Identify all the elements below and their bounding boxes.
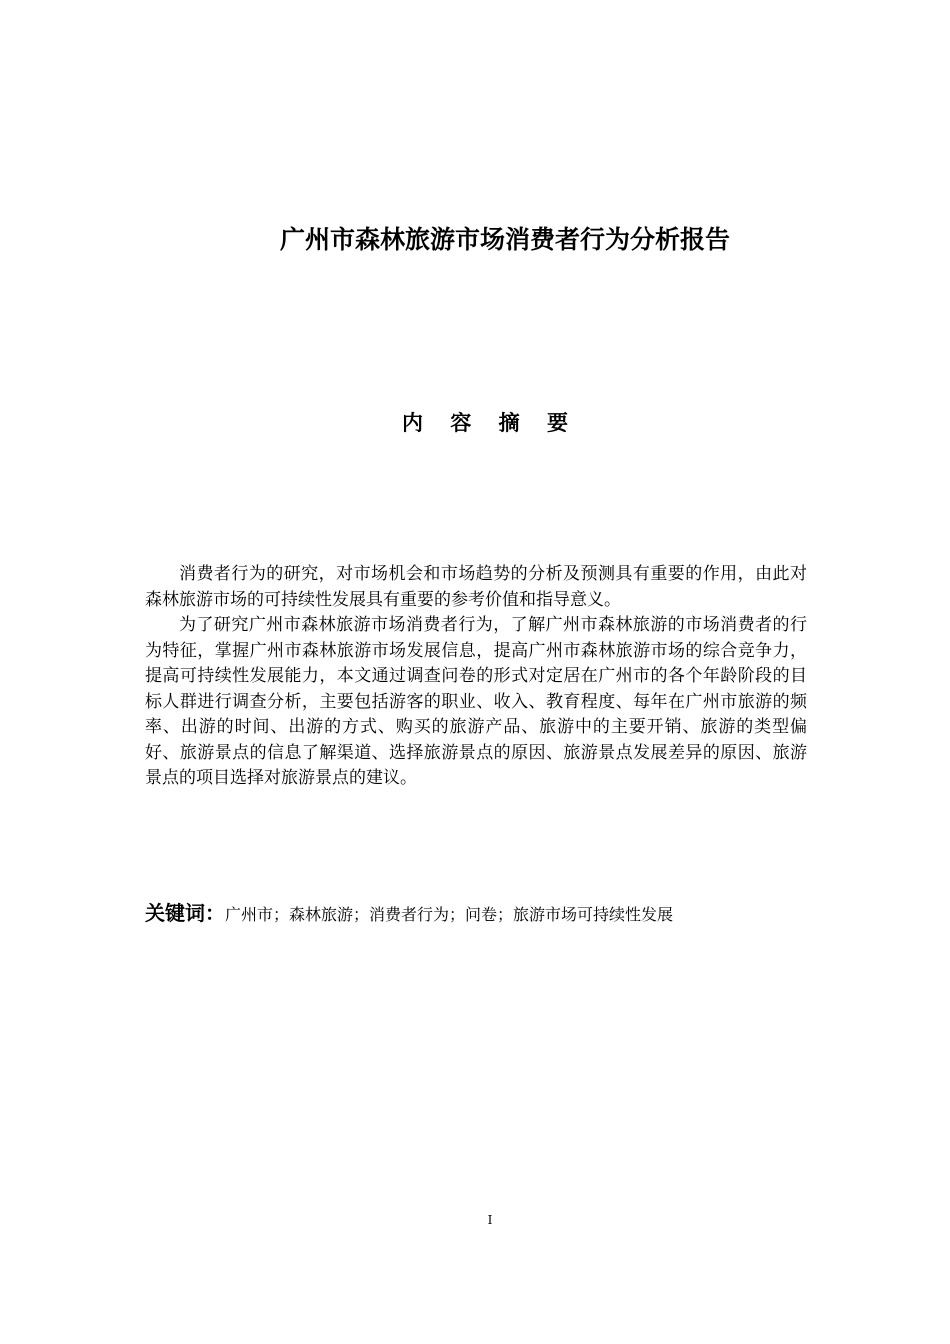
- keywords-label: 关键词：: [145, 901, 225, 925]
- keywords-text: 广州市；森林旅游；消费者行为；问卷；旅游市场可持续性发展: [225, 905, 674, 924]
- abstract-paragraph-2: 为了研究广州市森林旅游市场消费者行为，了解广州市森林旅游的市场消费者的行为特征，掌握广州市森林旅游市场发展信息，提高广州市森林旅游市场的综合竞争力，提高可持续性发展能力，本文通过调查问卷的形式对定居在广州市的各个年龄阶段的目标人群进行调查分析，主要包括游客的职业、收入、教育程度、每年在广州市旅游的频率、出游的时间、出游的方式、购买的旅游产品、旅游中的主要开销、旅游的类型偏好、旅游景点的信息了解渠道、选择旅游景点的原因、旅游景点发展差异的原因、旅游景点的项目选择对旅游景点的建议。: [145, 615, 807, 788]
- abstract-heading: 内 容 摘 要: [402, 411, 578, 435]
- abstract-body: [145, 562, 807, 792]
- document-title: 广州市森林旅游市场消费者行为分析报告: [279, 225, 730, 254]
- page-number: I: [487, 1213, 493, 1227]
- keywords-line: [145, 898, 845, 930]
- abstract-paragraph-1: 消费者行为的研究，对市场机会和市场趋势的分析及预测具有重要的作用，由此对森林旅游市场的可持续性发展具有重要的参考价值和指导意义。: [145, 564, 807, 610]
